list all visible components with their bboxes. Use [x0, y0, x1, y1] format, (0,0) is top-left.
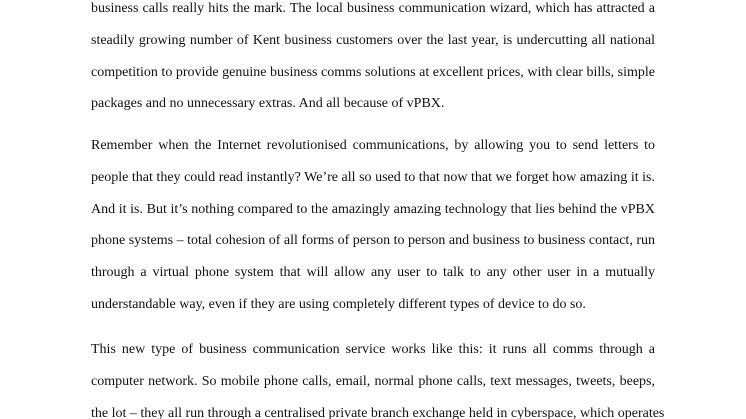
text-line: packages and no unnecessary extras. And all because of vPBX.: [91, 96, 445, 112]
text-line: steadily growing number of Kent business customers over the last year, is undercutting all national: [91, 32, 655, 48]
text-line: This new type of business communication service works like this: it runs all comms through a: [91, 342, 655, 357]
text-line: understandable way, even if they are using completely different types of device to do so.: [91, 296, 586, 312]
text-line: the lot – they all run through a centralised private branch exchange held in cyberspace, which operates: [91, 405, 665, 419]
paragraph-vpbx-kent: [91, 0, 655, 120]
text-line: people that they could read instantly? We’re all so used to that now that we forget how amazing it is.: [91, 169, 655, 185]
text-line: phone systems – total cohesion of all forms of person to person and business to business contact, run: [91, 233, 655, 249]
paragraph-internet-revolution: [91, 130, 655, 321]
text-line: Remember when the Internet revolutionised communications, by allowing you to send letters to: [91, 138, 655, 153]
text-line: computer network. So mobile phone calls, email, normal phone calls, text messages, tweets, beeps,: [91, 373, 655, 389]
paragraph-how-it-works: [91, 334, 665, 419]
text-line: competition to provide genuine business comms solutions at excellent prices, with clear bills, simple: [91, 64, 655, 80]
text-line: And it is. But it’s nothing compared to the amazingly amazing technology that lies behind the vPBX: [91, 201, 655, 217]
text-line: through a virtual phone system that will allow any user to talk to any other user in a mutually: [91, 265, 655, 281]
text-line: business calls really hits the mark. The local business communication wizard, which has attracted a: [91, 1, 655, 16]
